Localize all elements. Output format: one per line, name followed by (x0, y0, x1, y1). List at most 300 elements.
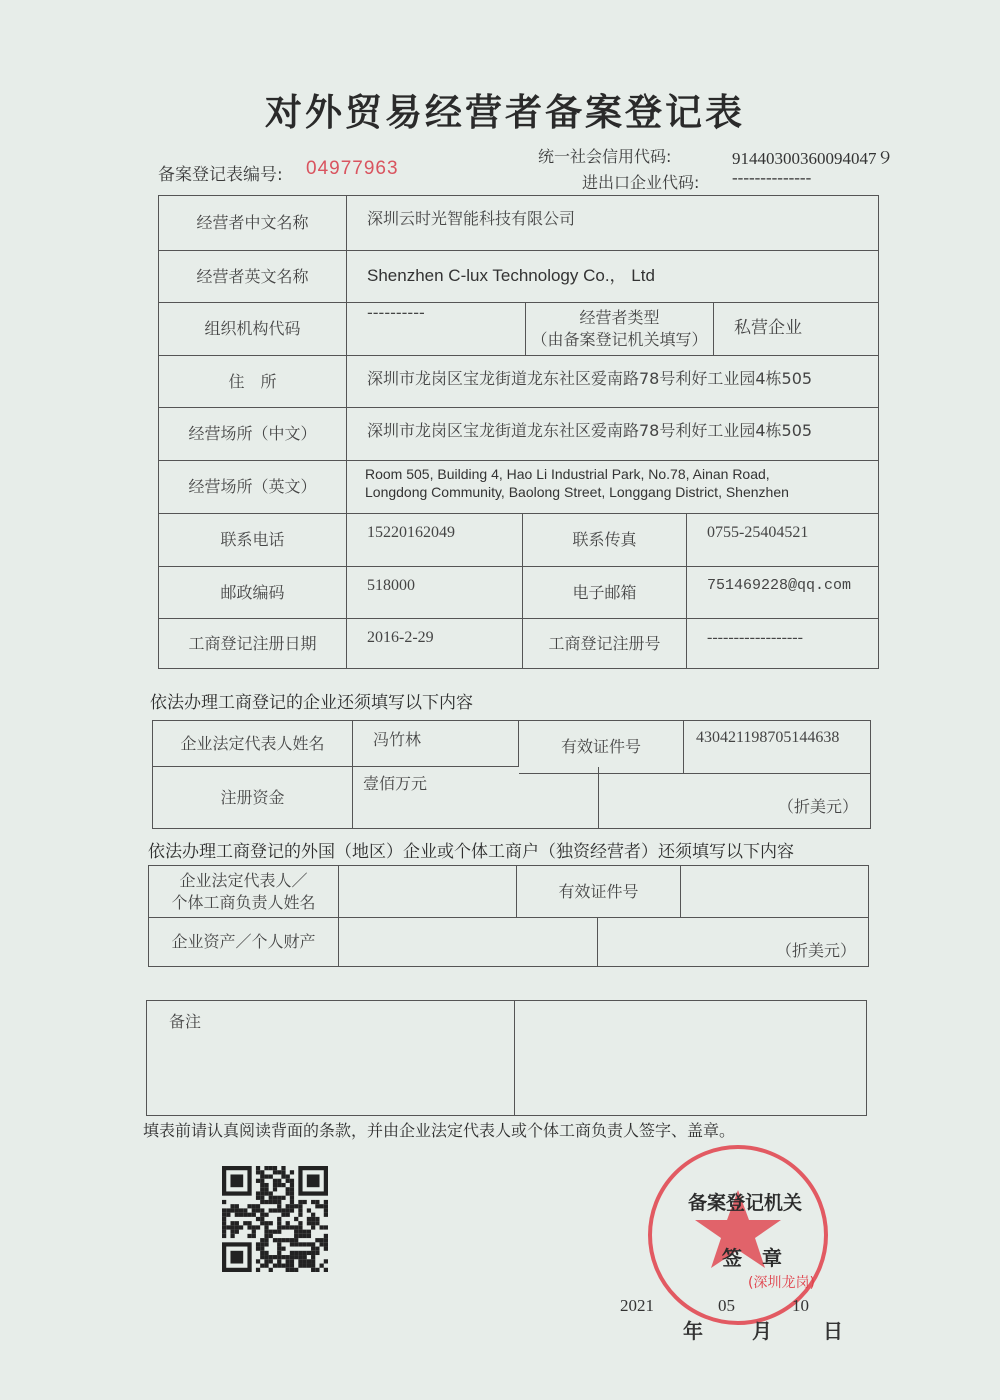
authority-label: 备案登记机关 (688, 1192, 803, 1214)
assets-usd-note: （折美元） (775, 941, 856, 960)
qr-module (290, 1208, 294, 1212)
qr-module (298, 1230, 302, 1234)
sign-label: 签 章 (722, 1246, 782, 1270)
qr-module (320, 1242, 324, 1246)
assets-label: 企业资产／个人财产 (149, 918, 339, 966)
qr-module (269, 1221, 273, 1225)
qr-module (281, 1225, 285, 1229)
qr-module (290, 1238, 294, 1242)
qr-module (303, 1234, 307, 1238)
qr-module (311, 1251, 315, 1255)
date-year: 2021 (620, 1296, 654, 1315)
qr-module (324, 1247, 328, 1251)
qr-module (273, 1200, 277, 1204)
qr-module (273, 1238, 277, 1242)
qr-module (324, 1213, 328, 1217)
qr-module (260, 1255, 264, 1259)
qr-module (247, 1225, 251, 1229)
capital-usd-note: （折美元） (777, 797, 858, 816)
foreign-id-label: 有效证件号 (517, 866, 681, 918)
qr-module (298, 1225, 302, 1229)
qr-module (264, 1225, 268, 1229)
qr-module (324, 1268, 328, 1272)
qr-module (303, 1264, 307, 1268)
qr-module (256, 1166, 260, 1170)
remarks-label: 备注 (147, 1001, 515, 1115)
qr-module (269, 1230, 273, 1234)
qr-module (277, 1217, 281, 1221)
id-no: 430421198705144638 (684, 721, 870, 774)
month-unit: 月 (752, 1319, 772, 1343)
qr-module (324, 1200, 328, 1204)
postcode: 518000 (347, 567, 523, 619)
qr-module (315, 1200, 319, 1204)
qr-module (290, 1268, 294, 1272)
qr-module (264, 1166, 268, 1170)
qr-module (277, 1255, 281, 1259)
qr-module (281, 1196, 285, 1200)
qr-module (252, 1208, 256, 1212)
qr-module (247, 1234, 251, 1238)
qr-module (264, 1242, 268, 1246)
qr-module (252, 1230, 256, 1234)
qr-module (277, 1196, 281, 1200)
type-value: 私营企业 (714, 303, 878, 356)
qr-module (277, 1225, 281, 1229)
qr-module (290, 1170, 294, 1174)
qr-module (269, 1259, 273, 1263)
seal-sub: (深圳龙岗) (748, 1275, 815, 1291)
qr-module (315, 1247, 319, 1251)
qr-module (256, 1204, 260, 1208)
qr-module (324, 1204, 328, 1208)
qr-module (286, 1204, 290, 1208)
qr-module (252, 1204, 256, 1208)
qr-module (303, 1242, 307, 1246)
qr-module (260, 1251, 264, 1255)
qr-module (294, 1242, 298, 1246)
capital: 壹佰万元 (353, 767, 599, 828)
qr-module (311, 1217, 315, 1221)
qr-module (269, 1268, 273, 1272)
qr-module (315, 1204, 319, 1208)
qr-module (260, 1238, 264, 1242)
qr-finder (230, 1174, 243, 1187)
qr-module (294, 1255, 298, 1259)
premises-cn: 深圳市龙岗区宝龙街道龙东社区爱南路78号利好工业园4栋505 (347, 408, 878, 461)
qr-module (260, 1217, 264, 1221)
qr-module (286, 1191, 290, 1195)
qr-module (230, 1208, 234, 1212)
qr-module (243, 1221, 247, 1225)
qr-module (298, 1242, 302, 1246)
qr-module (269, 1234, 273, 1238)
qr-module (298, 1251, 302, 1255)
qr-module (303, 1200, 307, 1204)
qr-module (311, 1259, 315, 1263)
qr-module (222, 1234, 226, 1238)
qr-module (286, 1174, 290, 1178)
document-title: 对外贸易经营者备案登记表 (265, 91, 745, 134)
qr-module (311, 1247, 315, 1251)
qr-module (307, 1242, 311, 1246)
qr-module (230, 1221, 234, 1225)
qr-module (273, 1230, 277, 1234)
qr-module (264, 1234, 268, 1238)
qr-module (286, 1238, 290, 1242)
foreign-rep-label (149, 866, 339, 918)
qr-module (260, 1213, 264, 1217)
qr-module (256, 1268, 260, 1272)
qr-module (260, 1264, 264, 1268)
reg-no: ------------------ (707, 629, 803, 646)
type-label-cell (526, 303, 714, 356)
qr-module (290, 1242, 294, 1246)
qr-module (235, 1225, 239, 1229)
qr-module (256, 1179, 260, 1183)
qr-module (294, 1217, 298, 1221)
qr-module (277, 1251, 281, 1255)
qr-module (320, 1204, 324, 1208)
qr-module (298, 1221, 302, 1225)
qr-module (230, 1234, 234, 1238)
qr-module (294, 1268, 298, 1272)
type-note: （由备案登记机关填写） (531, 330, 708, 349)
qr-module (226, 1213, 230, 1217)
qr-module (307, 1251, 311, 1255)
qr-module (320, 1238, 324, 1242)
qr-module (260, 1247, 264, 1251)
qr-module (303, 1251, 307, 1255)
qr-module (269, 1196, 273, 1200)
qr-module (290, 1264, 294, 1268)
qr-module (260, 1242, 264, 1246)
qr-module (290, 1204, 294, 1208)
qr-module (294, 1204, 298, 1208)
qr-module (277, 1200, 281, 1204)
qr-module (256, 1217, 260, 1221)
qr-module (256, 1247, 260, 1251)
qr-module (286, 1225, 290, 1229)
credit-code-label: 统一社会信用代码: (538, 147, 672, 166)
qr-module (273, 1166, 277, 1170)
qr-module (260, 1174, 264, 1178)
qr-module (264, 1251, 268, 1255)
qr-module (260, 1179, 264, 1183)
record-no-label: 备案登记表编号: (158, 165, 283, 185)
qr-module (307, 1259, 311, 1263)
day-unit: 日 (823, 1319, 843, 1343)
premises-en-line2: Longdong Community, Baolong Street, Longgang District, Shenzhen (365, 484, 789, 500)
qr-module (281, 1213, 285, 1217)
premises-en-label: 经营场所（英文） (159, 461, 347, 514)
import-export-label: 进出口企业代码: (582, 173, 700, 192)
qr-module (290, 1183, 294, 1187)
qr-module (226, 1208, 230, 1212)
org-code-label: 组织机构代码 (159, 303, 347, 356)
qr-module (222, 1200, 226, 1204)
qr-module (256, 1196, 260, 1200)
remarks-table (146, 1000, 867, 1116)
qr-module (298, 1200, 302, 1204)
qr-module (298, 1204, 302, 1208)
qr-module (256, 1225, 260, 1229)
record-no: 04977963 (306, 158, 399, 179)
qr-module (264, 1230, 268, 1234)
qr-module (307, 1221, 311, 1225)
qr-module (311, 1200, 315, 1204)
qr-module (303, 1230, 307, 1234)
qr-module (277, 1221, 281, 1225)
qr-module (273, 1208, 277, 1212)
qr-module (264, 1174, 268, 1178)
qr-module (239, 1208, 243, 1212)
qr-module (230, 1230, 234, 1234)
qr-module (315, 1251, 319, 1255)
qr-module (277, 1264, 281, 1268)
qr-module (290, 1251, 294, 1255)
email-label: 电子邮箱 (523, 567, 687, 619)
premises-cn-label: 经营场所（中文） (159, 408, 347, 461)
qr-module (307, 1208, 311, 1212)
qr-module (260, 1170, 264, 1174)
qr-module (294, 1238, 298, 1242)
qr-module (281, 1238, 285, 1242)
qr-module (235, 1208, 239, 1212)
qr-module (311, 1242, 315, 1246)
qr-module (324, 1225, 328, 1229)
qr-module (222, 1217, 226, 1221)
qr-module (277, 1230, 281, 1234)
qr-module (273, 1183, 277, 1187)
cn-name-label: 经营者中文名称 (159, 196, 347, 251)
qr-module (226, 1225, 230, 1229)
date-day: 10 (792, 1296, 809, 1315)
qr-module (247, 1204, 251, 1208)
section3-heading: 依法办理工商登记的外国（地区）企业或个体工商户（独资经营者）还须填写以下内容 (148, 842, 794, 862)
qr-module (269, 1200, 273, 1204)
qr-module (269, 1255, 273, 1259)
qr-module (286, 1187, 290, 1191)
qr-module (252, 1234, 256, 1238)
qr-module (222, 1225, 226, 1229)
qr-module (252, 1225, 256, 1229)
qr-module (290, 1255, 294, 1259)
qr-module (294, 1234, 298, 1238)
en-name: Shenzhen C-lux Technology Co.， Ltd (347, 251, 878, 303)
qr-module (290, 1200, 294, 1204)
qr-module (260, 1200, 264, 1204)
qr-module (315, 1238, 319, 1242)
qr-module (281, 1183, 285, 1187)
qr-module (324, 1242, 328, 1246)
foreign-rep-label-line1: 企业法定代表人／ (179, 870, 308, 890)
qr-module (264, 1238, 268, 1242)
qr-module (247, 1213, 251, 1217)
qr-module (307, 1230, 311, 1234)
qr-module (269, 1166, 273, 1170)
qr-module (311, 1221, 315, 1225)
qr-module (273, 1255, 277, 1259)
qr-module (222, 1230, 226, 1234)
qr-module (239, 1225, 243, 1229)
postcode-label: 邮政编码 (159, 567, 347, 619)
qr-module (239, 1213, 243, 1217)
qr-module (286, 1213, 290, 1217)
qr-module (264, 1191, 268, 1195)
qr-module (281, 1174, 285, 1178)
qr-module (298, 1255, 302, 1259)
cn-name: 深圳云时光智能科技有限公司 (347, 196, 878, 251)
qr-module (247, 1221, 251, 1225)
qr-module (303, 1255, 307, 1259)
qr-module (273, 1170, 277, 1174)
qr-module (320, 1225, 324, 1229)
qr-module (277, 1238, 281, 1242)
section2-heading: 依法办理工商登记的企业还须填写以下内容 (150, 693, 473, 713)
qr-module (294, 1230, 298, 1234)
qr-module (222, 1208, 226, 1212)
qr-module (315, 1217, 319, 1221)
qr-module (252, 1213, 256, 1217)
qr-module (222, 1213, 226, 1217)
qr-module (235, 1204, 239, 1208)
foreign-rep-name (339, 866, 517, 918)
reg-date: 2016-2-29 (347, 619, 523, 668)
footer-instruction: 填表前请认真阅读背面的条款，并由企业法定代表人或个体工商负责人签字、盖章。 (143, 1121, 736, 1140)
capital-label: 注册资金 (153, 767, 353, 828)
qr-module (243, 1208, 247, 1212)
qr-module (273, 1196, 277, 1200)
qr-module (281, 1166, 285, 1170)
qr-module (273, 1179, 277, 1183)
qr-module (264, 1259, 268, 1263)
qr-module (324, 1238, 328, 1242)
qr-module (281, 1264, 285, 1268)
qr-module (256, 1259, 260, 1263)
qr-module (298, 1213, 302, 1217)
qr-module (277, 1170, 281, 1174)
qr-finder (307, 1174, 320, 1187)
reg-no-label: 工商登记注册号 (523, 619, 687, 668)
qr-finder (230, 1251, 243, 1264)
qr-module (303, 1259, 307, 1263)
qr-module (256, 1170, 260, 1174)
official-seal (638, 1140, 848, 1340)
qr-module (277, 1179, 281, 1183)
qr-module (324, 1208, 328, 1212)
org-code: ---------- (347, 303, 526, 356)
qr-module (260, 1187, 264, 1191)
qr-module (260, 1208, 264, 1212)
qr-module (307, 1264, 311, 1268)
qr-module (311, 1264, 315, 1268)
premises-en-line1: Room 505, Building 4, Hao Li Industrial Park, No.78, Ainan Road, (365, 466, 770, 482)
qr-module (294, 1251, 298, 1255)
qr-module (264, 1200, 268, 1204)
email: 751469228@qq.com (687, 567, 878, 619)
qr-module (264, 1221, 268, 1225)
qr-module (256, 1191, 260, 1195)
fax: 0755-25404521 (687, 514, 878, 567)
qr-module (277, 1208, 281, 1212)
qr-module (286, 1268, 290, 1272)
qr-module (222, 1221, 226, 1225)
qr-module (315, 1221, 319, 1225)
fax-label: 联系传真 (523, 514, 687, 567)
type-label: 经营者类型 (579, 308, 660, 327)
foreign-rep-label-line2: 个体工商负责人姓名 (171, 892, 316, 912)
qr-module (235, 1230, 239, 1234)
qr-module (260, 1221, 264, 1225)
assets-value (339, 918, 598, 966)
qr-module (311, 1213, 315, 1217)
qr-module (324, 1259, 328, 1263)
qr-module (311, 1255, 315, 1259)
en-name-label: 经营者英文名称 (159, 251, 347, 303)
qr-module (311, 1225, 315, 1229)
qr-module (290, 1225, 294, 1229)
qr-module (286, 1259, 290, 1263)
qr-code (222, 1166, 328, 1272)
qr-module (264, 1183, 268, 1187)
import-export-code: -------------- (732, 168, 812, 187)
qr-module (307, 1217, 311, 1221)
rep-name: 冯竹林 (353, 721, 519, 767)
qr-module (307, 1234, 311, 1238)
rep-label: 企业法定代表人姓名 (153, 721, 353, 767)
qr-module (269, 1174, 273, 1178)
date-month: 05 (718, 1296, 735, 1315)
qr-module (281, 1208, 285, 1212)
year-unit: 年 (683, 1319, 703, 1343)
qr-module (298, 1264, 302, 1268)
qr-module (290, 1191, 294, 1195)
qr-module (264, 1187, 268, 1191)
qr-module (230, 1204, 234, 1208)
premises-en (347, 461, 878, 514)
qr-module (273, 1187, 277, 1191)
qr-module (286, 1221, 290, 1225)
main-info-table (158, 195, 879, 669)
qr-module (230, 1225, 234, 1229)
qr-module (298, 1234, 302, 1238)
qr-module (290, 1179, 294, 1183)
qr-module (286, 1208, 290, 1212)
qr-module (311, 1268, 315, 1272)
qr-module (243, 1213, 247, 1217)
qr-module (294, 1225, 298, 1229)
qr-module (324, 1234, 328, 1238)
qr-module (290, 1187, 294, 1191)
qr-module (269, 1191, 273, 1195)
enterprise-table (152, 720, 871, 829)
address-label: 住 所 (159, 356, 347, 408)
qr-module (260, 1196, 264, 1200)
qr-module (277, 1242, 281, 1246)
address: 深圳市龙岗区宝龙街道龙东社区爱南路78号利好工业园4栋505 (347, 356, 878, 408)
qr-module (286, 1264, 290, 1268)
qr-module (260, 1183, 264, 1187)
qr-module (281, 1255, 285, 1259)
foreign-table (148, 865, 869, 967)
qr-module (298, 1259, 302, 1263)
qr-module (315, 1268, 319, 1272)
qr-module (264, 1264, 268, 1268)
qr-module (264, 1255, 268, 1259)
phone-label: 联系电话 (159, 514, 347, 567)
qr-module (256, 1242, 260, 1246)
